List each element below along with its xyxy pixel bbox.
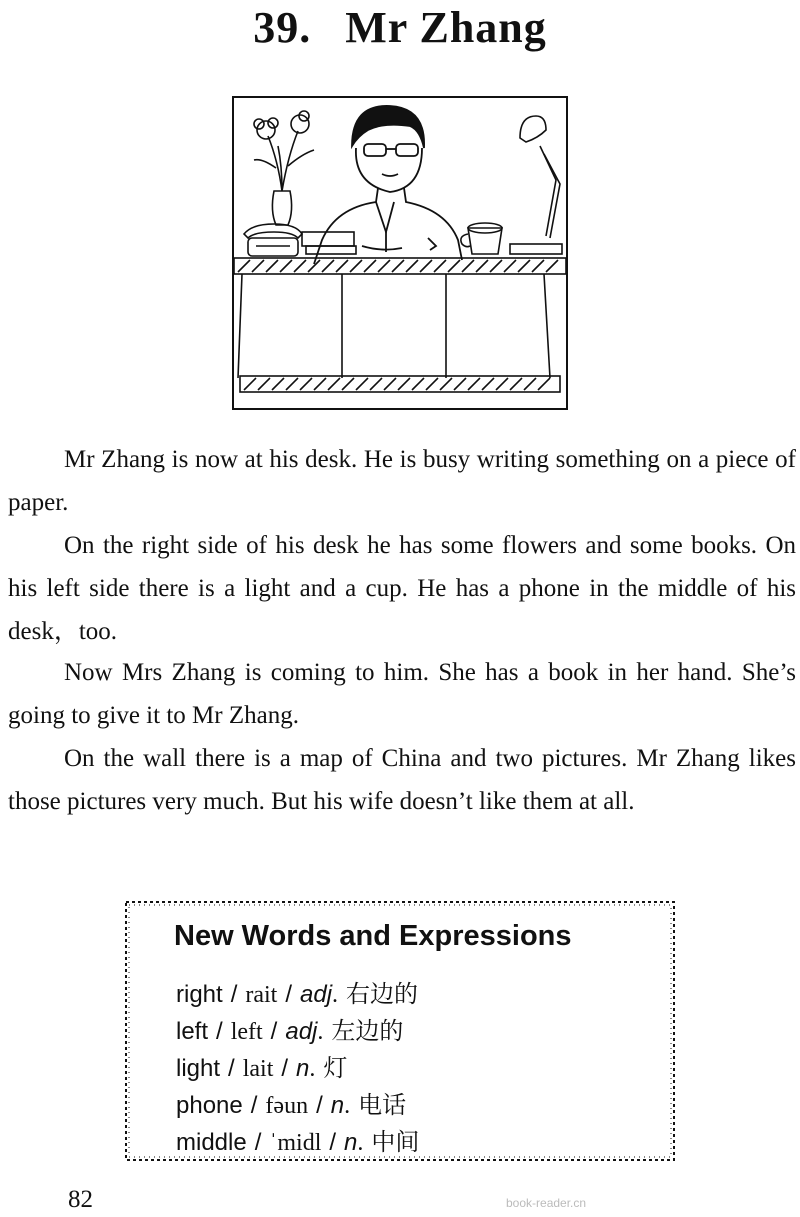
vocab-item: phone / fəun / n. 电话 — [176, 1091, 407, 1119]
vocab-item: middle / ˈmidl / n. 中间 — [176, 1128, 420, 1156]
watermark: book-reader.cn — [506, 1196, 587, 1210]
paragraph-2: On the right side of his desk he has some flowers and some books. On his left side there is a light and a cup. He has a phone in the middle of his desk，too. — [8, 532, 796, 645]
vocab-item: light / lait / n. 灯 — [176, 1054, 348, 1082]
paragraph-3: Now Mrs Zhang is coming to him. She has a book in her hand. She’s going to give it to Mr Zhang. — [8, 659, 796, 729]
vocab-item: left / left / adj. 左边的 — [176, 1017, 404, 1045]
lesson-number: 39. — [253, 3, 312, 52]
vocabulary-box — [122, 898, 678, 1164]
paragraph-4: On the wall there is a map of China and two pictures. Mr Zhang likes those pictures very much. But his wife doesn’t like them at all. — [8, 745, 796, 815]
vocabulary-list — [176, 976, 419, 1161]
vocabulary-title: New Words and Expressions — [174, 920, 572, 952]
vocab-item: right / rait / adj. 右边的 — [176, 980, 419, 1008]
paragraph-1: Mr Zhang is now at his desk. He is busy writing something on a piece of paper. — [8, 446, 796, 516]
page-number: 82 — [68, 1186, 93, 1213]
lesson-title: Mr Zhang — [345, 3, 547, 52]
page-title — [0, 2, 800, 53]
desk-illustration — [232, 96, 568, 410]
